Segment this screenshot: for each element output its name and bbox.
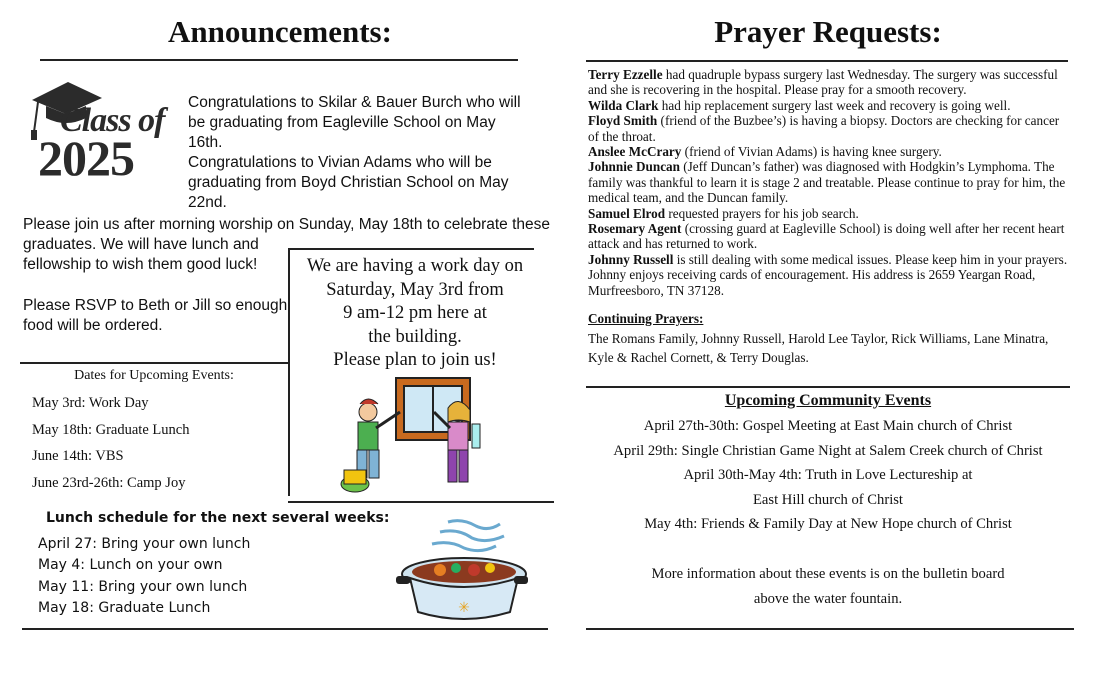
- prayer-heading-divider: [586, 60, 1068, 62]
- event-item: May 3rd: Work Day: [32, 395, 149, 411]
- class-of-text: Class of: [60, 102, 165, 139]
- community-event: April 27th-30th: Gospel Meeting at East Main church of Christ: [643, 418, 1013, 434]
- events-list: [32, 395, 282, 501]
- prayer-name: Rosemary Agent: [588, 221, 682, 237]
- continuing-prayers: [588, 311, 1058, 367]
- event-item: June 14th: VBS: [32, 448, 124, 464]
- prayer-request: Anslee McCrary (friend of Vivian Adams) is having knee surgery.: [588, 144, 942, 160]
- community-events-title: Upcoming Community Events: [724, 392, 932, 409]
- event-item: May 18th: Graduate Lunch: [32, 421, 190, 438]
- prayer-name: Johnnie Duncan: [588, 159, 680, 175]
- food-pot-clipart: [392, 516, 532, 624]
- community-event: April 29th: Single Christian Game Night at Salem Creek church of Christ: [613, 442, 1043, 459]
- prayer-name: Anslee McCrary: [588, 144, 682, 160]
- prayer-request: Johnnie Duncan (Jeff Duncan’s father) was diagnosed with Hodgkin’s Lymphoma. The family was thankful to learn it is stage 2 and treatable. Please continue to pray for him, the medical team, and the Duncan family.: [588, 159, 1066, 206]
- prayer-request: Floyd Smith (friend of the Buzbee’s) is having a biopsy. Doctors are checking for cancer of the throat.: [588, 113, 1060, 144]
- prayer-request: Terry Ezzelle had quadruple bypass surgery last Wednesday. The surgery was successful and she is recovering in the hospital. Please pray for a smooth recovery.: [588, 67, 1058, 98]
- prayer-request: Wilda Clark had hip replacement surgery last week and recovery is going well.: [588, 97, 1011, 113]
- cleaning-clipart: [330, 372, 498, 496]
- community-event: East Hill church of Christ: [753, 491, 903, 508]
- lunch-item: May 18: Graduate Lunch: [38, 599, 211, 616]
- bulletin-board-note: More information about these events is on the bulletin board above the water fountain.: [651, 566, 1005, 607]
- graduate-announcement-1: Congratulations to Skilar & Bauer Burch who will be graduating from Eagleville School on May 16th.: [188, 94, 521, 151]
- work-day-left-border: [288, 248, 290, 496]
- prayer-request: Samuel Elrod requested prayers for his job search.: [588, 205, 859, 221]
- graduate-announcement-2: Congratulations to Vivian Adams who will be graduating from Boyd Christian School on May 22nd.: [188, 154, 509, 211]
- community-top-border: [586, 386, 1070, 388]
- prayer-name: Floyd Smith: [588, 113, 658, 129]
- lunch-item: May 4: Lunch on your own: [38, 557, 223, 574]
- community-event: May 4th: Friends & Family Day at New Hope church of Christ: [644, 516, 1012, 533]
- events-title: Dates for Upcoming Events:: [74, 368, 234, 383]
- lunch-top-border: [288, 501, 554, 503]
- prayer-heading: Prayer Requests:: [714, 14, 942, 49]
- heading-divider: [40, 59, 518, 61]
- prayer-request: Johnny Russell is still dealing with some medical issues. Please keep him in your prayers. Johnny enjoys receiving cards of encouragement. His address is 2659 Yeargan Road, Murfreesboro, TN 37128.: [588, 251, 1068, 298]
- event-item: June 23rd-26th: Camp Joy: [32, 474, 186, 491]
- continuing-prayers-title: Continuing Prayers:: [588, 311, 704, 326]
- community-bottom-border: [586, 628, 1074, 630]
- lunch-item: April 27: Bring your own lunch: [38, 536, 251, 552]
- rsvp-text: Please RSVP to Beth or Jill so enough food will be ordered.: [23, 297, 288, 334]
- work-day-top-border: [288, 248, 534, 250]
- prayer-request: Rosemary Agent (crossing guard at Eagleville School) is doing well after her recent heart attack and has returned to work.: [588, 221, 1065, 252]
- continuing-prayers-text: The Romans Family, Johnny Russell, Harold Lee Taylor, Rick Williams, Lane Minatra, Kyle & Rachel Cornett, & Terry Douglas.: [588, 331, 1049, 366]
- announcements-heading: Announcements:: [168, 14, 392, 49]
- prayer-name: Terry Ezzelle: [588, 67, 663, 82]
- prayer-name: Johnny Russell: [588, 251, 674, 267]
- lunch-title: Lunch schedule for the next several weeks:: [46, 510, 390, 526]
- class-year-text: 2025: [38, 130, 134, 186]
- prayer-name: Samuel Elrod: [588, 205, 666, 221]
- community-event: April 30th-May 4th: Truth in Love Lectureship at: [683, 467, 973, 484]
- lunch-bottom-border: [22, 628, 548, 630]
- lunch-list: [38, 536, 338, 621]
- community-events-list: [586, 418, 1070, 541]
- join-us-text: Please join us after morning worship on Sunday, May 18th to celebrate these graduates. We will have lunch and fellowship to wish them good luck!: [23, 216, 551, 273]
- prayer-requests-list: [588, 67, 1070, 298]
- svg-text:✳: ✳: [458, 600, 470, 616]
- work-day-notice: We are having a work day on Saturday, May 3rd from 9 am-12 pm here at the building. Please plan to join us!: [306, 256, 524, 370]
- class-of-2025-graphic: [24, 74, 184, 192]
- events-top-border: [20, 362, 288, 364]
- lunch-item: May 11: Bring your own lunch: [38, 578, 248, 595]
- prayer-name: Wilda Clark: [588, 97, 659, 113]
